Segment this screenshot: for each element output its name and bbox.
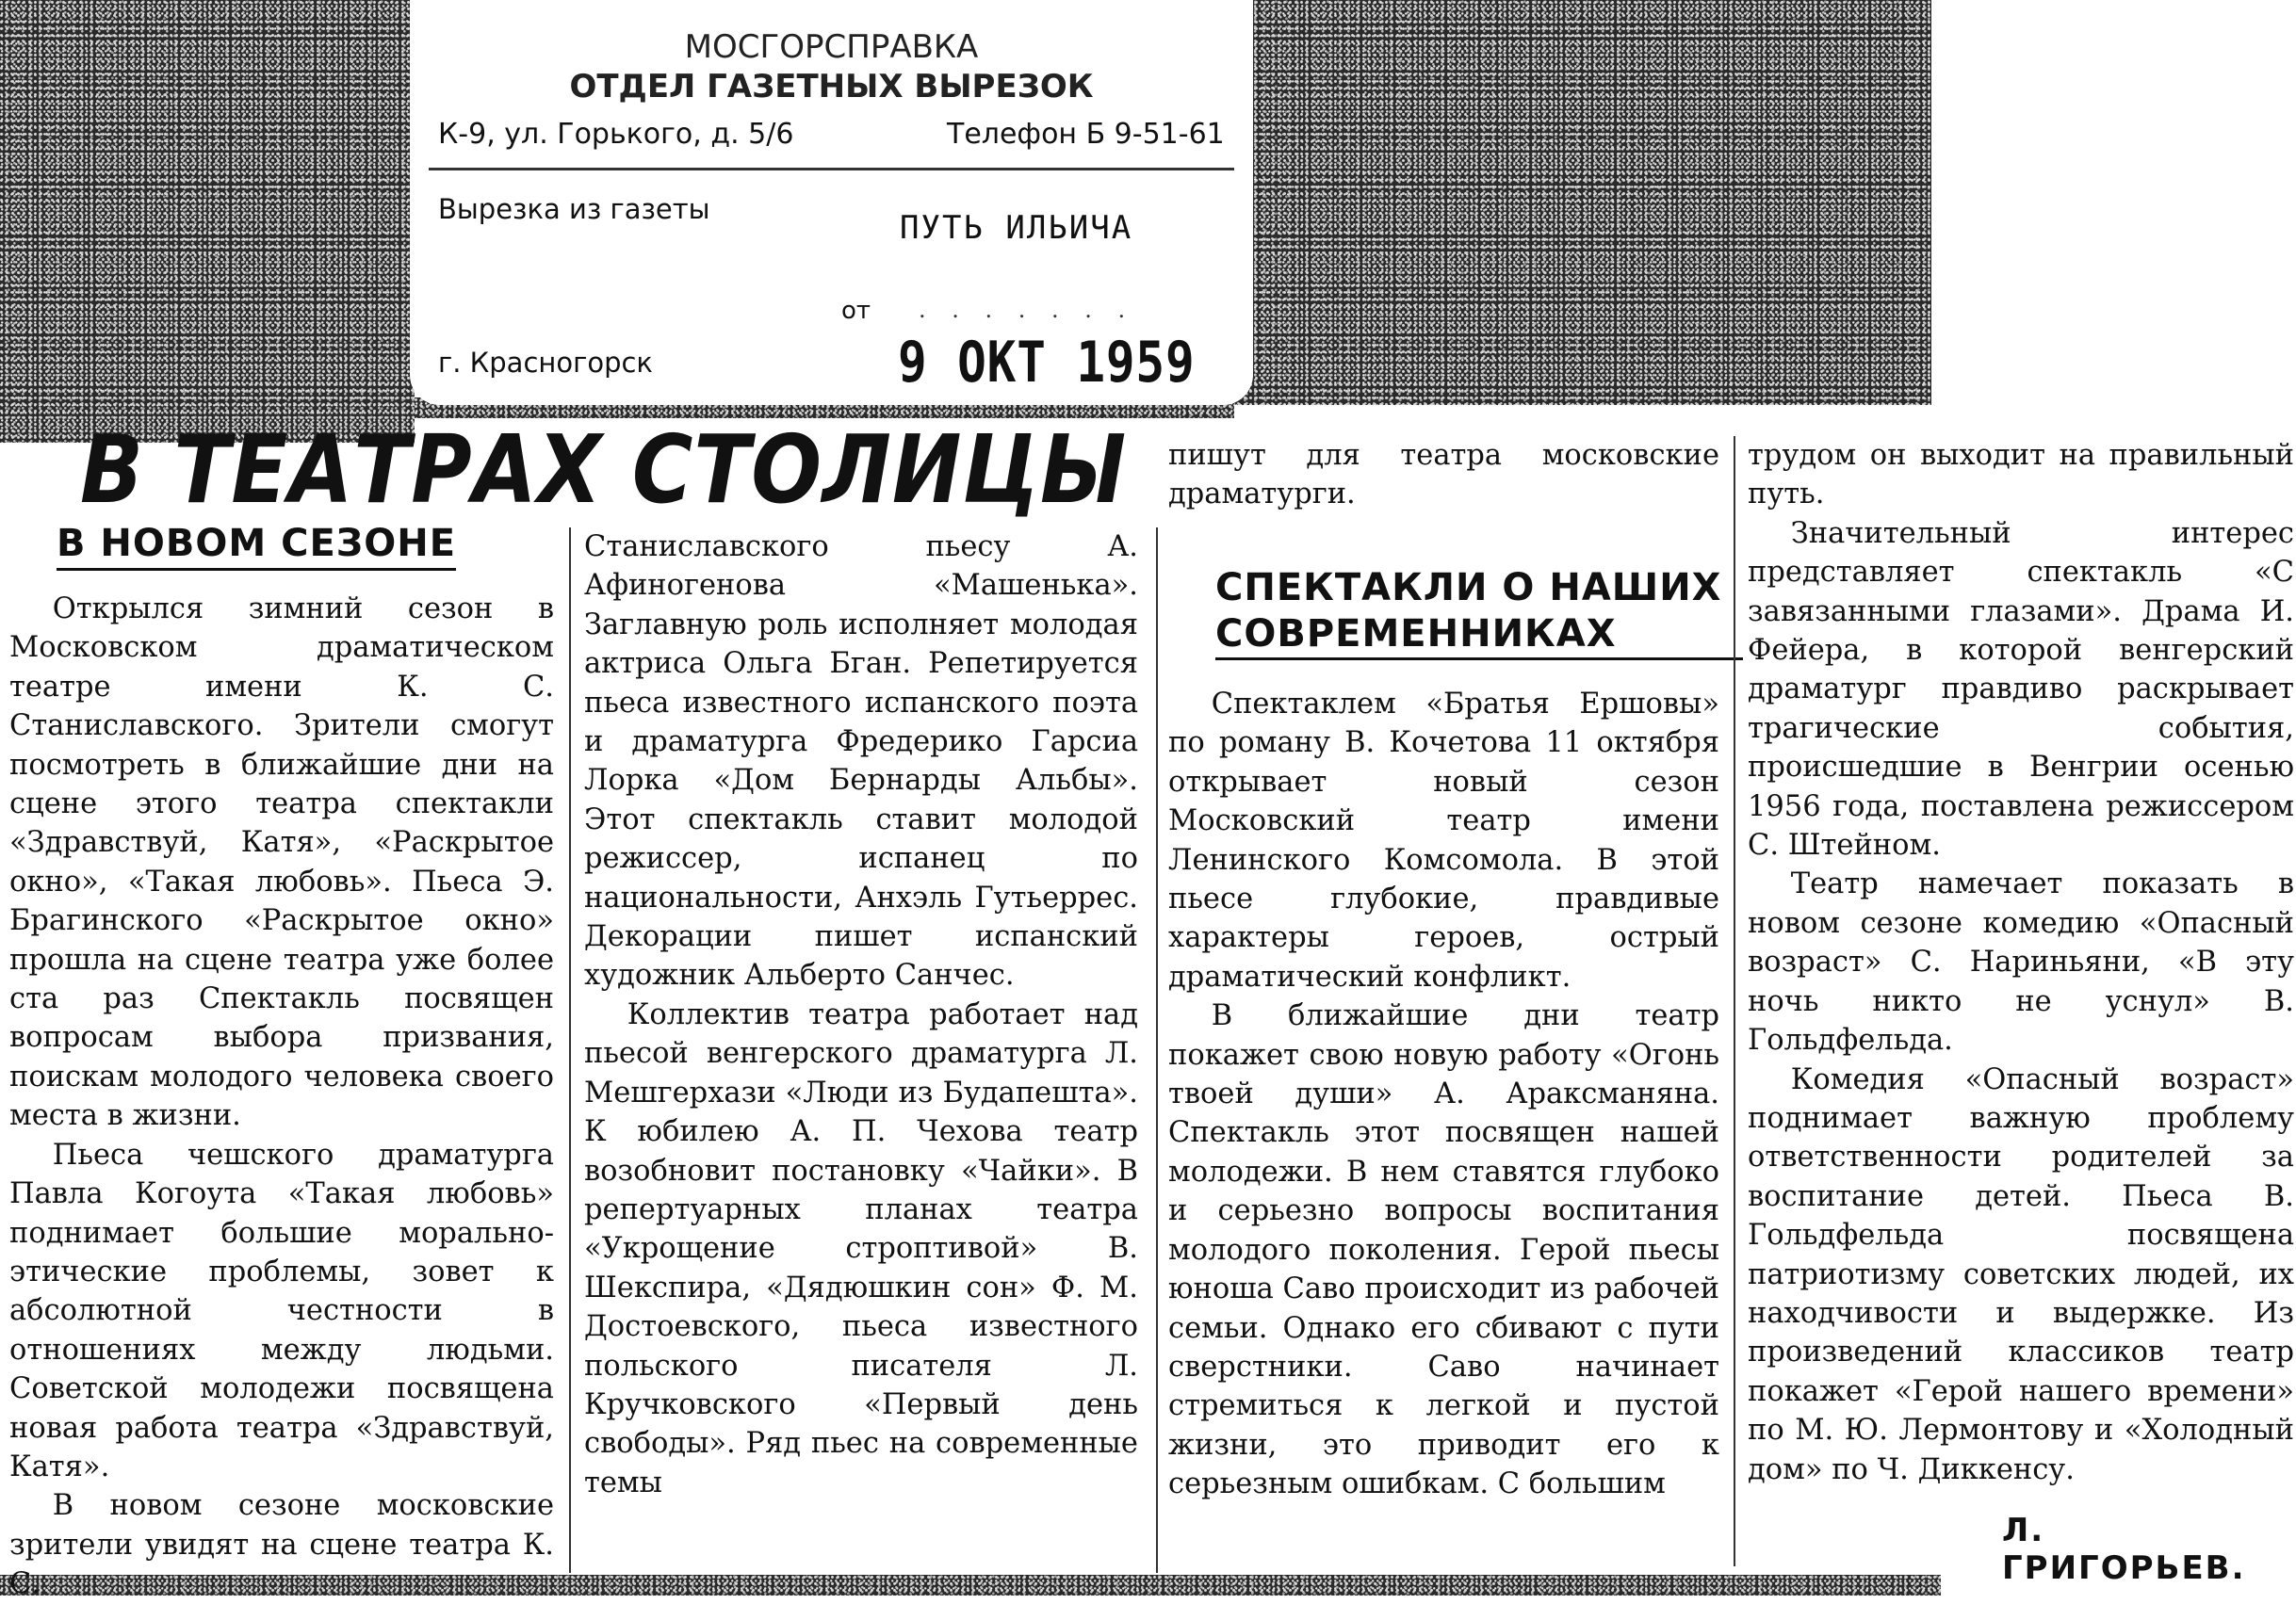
section-heading-new-season: В НОВОМ СЕЗОНЕ xyxy=(57,523,456,571)
column-1 xyxy=(9,590,554,1604)
stamp-divider xyxy=(429,168,1234,170)
clipping-stamp xyxy=(410,0,1253,405)
paragraph: трудом он выходит на правильный путь. xyxy=(1748,439,2294,511)
paragraph: Комедия «Опасный возраст» поднимает важную проблему ответственности родителей за воспитание детей. Пьеса В. Гольдфельда посвящена патриотизму советских людей, их находчивости и выдержке. Из произведений классиков театр покажет «Герой нашего времени» по М. Ю. Лермонтову и «Холодный дом» по Ч. Диккенсу. xyxy=(1748,1062,2294,1486)
stamp-city: г. Красногорск xyxy=(438,347,653,379)
paragraph: Пьеса чешского драматурга Павла Когоута «Такая любовь» поднимает большие морально-этические проблемы, зовет к абсолютной честности в отношениях между людьми. Советской молодежи посвящена новая работа театра «Здравствуй, Катя». xyxy=(9,1138,554,1483)
paragraph: Театр намечает показать в новом сезоне комедию «Опасный возраст» С. Нариньяни, «В эту ночь никто не уснул» В. Гольдфельда. xyxy=(1748,867,2294,1058)
column-2 xyxy=(584,527,1138,1502)
paragraph: В новом сезоне московские зрители увидят на сцене театра К. С. xyxy=(9,1489,554,1601)
paragraph: В ближайшие дни театр покажет свою новую работу «Огонь твоей души» А. Араксманяна. Спектакль этот посвящен нашей молодежи. В нем ставятся глубоко и серьезно вопросы воспитания молодого поколения. Герой пьесы юноша Саво происходит из рабочей семьи. Однако его сбивают с пути сверстники. Саво начинает стремиться к легкой и пустой жизни, это приводит его к серьезным ошибкам. С большим xyxy=(1168,999,1719,1501)
article-author: Л. ГРИГОРЬЕВ. xyxy=(2002,1512,2246,1587)
paragraph: Спектаклем «Братья Ершовы» по роману В. Кочетова 11 октября открывает новый сезон Московский театр имени Ленинского Комсомола. В этой пьесе глубокие, правдивые характеры героев, острый драматический конфликт. xyxy=(1168,688,1719,994)
section-heading-text: СПЕКТАКЛИ О НАШИХ СОВРЕМЕННИКАХ xyxy=(1215,565,1743,660)
column-divider xyxy=(1156,527,1158,1573)
section-heading-contemporaries xyxy=(1215,565,1743,664)
stamp-dept: ОТДЕЛ ГАЗЕТНЫХ ВЫРЕЗОК xyxy=(569,68,1094,105)
article-headline: В ТЕАТРАХ СТОЛИЦЫ xyxy=(80,414,1128,525)
paragraph: Значительный интерес представляет спектакль «С завязанными глазами». Драма И. Фейера, в которой венгерский драматург правдиво раскрывает трагические события, происшедшие в Венгрии осенью 1956 года, поставлена режиссером С. Штейном. xyxy=(1748,516,2294,863)
stamp-date: 9 ОКТ 1959 xyxy=(898,330,1196,396)
scan-noise-right xyxy=(1215,0,1931,405)
column-divider xyxy=(569,527,571,1573)
paragraph: Станиславского пьесу А. Афиногенова «Машенька». Заглавную роль исполняет молодая актриса Ольга Бган. Репетируется пьеса известного испанского поэта и драматурга Фредерико Гарсиа Лорка «Дом Бернарды Альбы». Этот спектакль ставит молодой режиссер, испанец по национальности, Анхэль Гутьеррес. Декорации пишет испанский художник Альберто Санчес. xyxy=(584,530,1138,993)
stamp-phone: Телефон Б 9-51-61 xyxy=(947,118,1225,151)
column-3 xyxy=(1168,685,1719,1504)
scan-noise-left xyxy=(0,0,415,443)
stamp-label: Вырезка из газеты xyxy=(438,193,710,225)
stamp-org: МОСГОРСПРАВКА xyxy=(684,28,979,66)
paragraph: пишут для театра московские драматурги. xyxy=(1168,439,1719,511)
paragraph: Открылся зимний сезон в Московском драматическом театре имени К. С. Станиславского. Зрители смогут посмотреть в ближайшие дни на сцене этого театра спектакли «Здравствуй, Катя», «Раскрытое окно», «Такая любовь». Пьеса Э. Брагинского «Раскрытое окно» прошла на сцене театра уже более ста раз Спектакль посвящен вопросам выбора призвания, поискам молодого человека своего места в жизни. xyxy=(9,592,554,1133)
column-divider xyxy=(1734,436,1735,1566)
stamp-newspaper-name: ПУТЬ ИЛЬИЧА xyxy=(900,209,1133,247)
paragraph: Коллектив театра работает над пьесой венгерского драматурга Л. Мешгерхази «Люди из Будапешта». К юбилею А. П. Чехова театр возобновит постановку «Чайки». В репертуарных планах театра «Укрощение строптивой» В. Шекспира, «Дядюшкин сон» Ф. М. Достоевского, пьеса известного польского писателя Л. Кручковского «Первый день свободы». Ряд пьес на современные темы xyxy=(584,997,1138,1499)
stamp-dotted-line: . . . . . . . xyxy=(919,297,1135,323)
stamp-date-label: от xyxy=(841,297,871,325)
column-3-top xyxy=(1168,436,1719,514)
stamp-address: К-9, ул. Горького, д. 5/6 xyxy=(438,118,794,151)
column-4 xyxy=(1748,436,2294,1489)
